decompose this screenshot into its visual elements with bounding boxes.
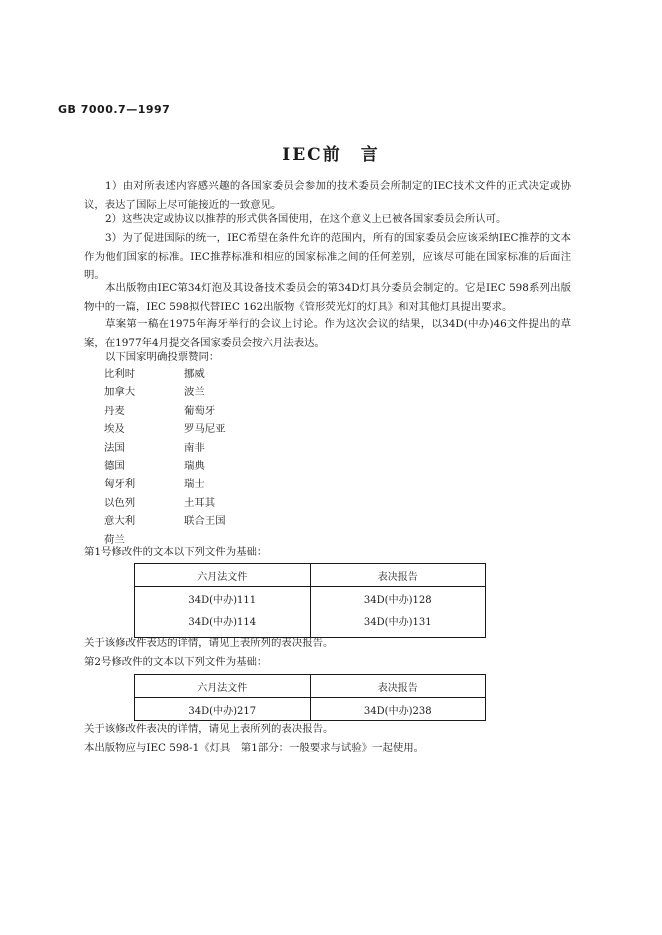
table-header-row (135, 564, 486, 587)
standard-number: GB 7000.7—1997 (58, 103, 171, 116)
country-name: 加拿大 (104, 386, 136, 399)
country-name: 挪威 (184, 368, 205, 380)
amendment-2-note: 关于该修改件表决的详情，请见上表所列的表决报告。 (84, 723, 334, 735)
table-cell: 34D(中办)238 (310, 698, 486, 721)
country-row (104, 402, 304, 420)
country-name: 埃及 (104, 423, 125, 436)
cell-value: 34D(中办)131 (363, 617, 432, 628)
country-name: 罗马尼亚 (184, 423, 226, 436)
country-name: 法国 (104, 441, 125, 454)
cell-value: 34D(中办)114 (188, 617, 257, 628)
cell-value: 34D(中办)111 (188, 595, 257, 606)
country-row (104, 457, 304, 475)
table-row (135, 587, 486, 638)
page-title: IEC前 言 (282, 145, 380, 165)
cell-value: 34D(中办)128 (363, 595, 432, 606)
country-row (104, 365, 304, 383)
column-header: 表决报告 (310, 675, 486, 698)
country-list (104, 365, 304, 549)
amendment-2-intro: 第2号修改件的文本以下列文件为基础： (84, 656, 268, 668)
country-name: 意大利 (104, 515, 136, 528)
country-name: 波兰 (184, 386, 205, 399)
paragraph-6: 以下国家明确投票赞同： (105, 351, 220, 363)
table-cell (310, 587, 486, 638)
country-name: 瑞典 (184, 459, 205, 472)
country-name: 丹麦 (104, 404, 125, 417)
country-row (104, 383, 304, 401)
country-row (104, 494, 304, 512)
table-header-row (135, 675, 486, 698)
table-cell: 34D(中办)217 (135, 698, 311, 721)
country-name: 葡萄牙 (184, 404, 216, 417)
paragraph-2: 2）这些决定或协议以推荐的形式供各国使用，在这个意义上已被各国家委员会所认可。 (105, 213, 507, 225)
country-name: 联合王国 (184, 515, 226, 528)
paragraph-5: 草案第一稿在1975年海牙举行的会议上讨论。作为这次会议的结果，以34D(中办)46文件提出的草案，在1977年4月提交各国家委员会按六月法表达。 (84, 318, 571, 349)
country-name: 瑞士 (184, 478, 205, 491)
country-name: 南非 (184, 441, 205, 454)
table-cell (135, 587, 311, 638)
country-row (104, 420, 304, 438)
country-row (104, 475, 304, 493)
country-name: 德国 (104, 459, 125, 472)
country-name: 土耳其 (184, 496, 216, 509)
country-name: 比利时 (104, 368, 136, 380)
country-name: 荷兰 (104, 533, 125, 546)
amendment-1-table (134, 563, 486, 638)
country-row (104, 512, 304, 530)
country-row (104, 439, 304, 457)
country-name: 以色列 (104, 496, 136, 509)
paragraph-3: 3）为了促进国际的统一，IEC希望在条件允许的范围内，所有的国家委员会应该采纳IEC推荐的文本作为他们国家的标准。IEC推荐标准和相应的国家标准之间的任何差别，应该尽可能在国家标准的后面注明。 (84, 232, 571, 281)
paragraph-4: 本出版物由IEC第34灯泡及其设备技术委员会的第34D灯具分委员会制定的。它是IEC 598系列出版物中的一篇，IEC 598拟代替IEC 162出版物《管形荧光灯的灯具》和对其他灯具提出要求。 (84, 282, 571, 313)
table-row (135, 698, 486, 721)
column-header: 六月法文件 (135, 564, 311, 587)
amendment-1-intro: 第1号修改件的文本以下列文件为基础： (84, 546, 268, 558)
column-header: 表决报告 (310, 564, 486, 587)
paragraph-1: 1）由对所表述内容感兴趣的各国家委员会参加的技术委员会所制定的IEC技术文件的正式决定或协议，表达了国际上尽可能接近的一致意见。 (84, 180, 571, 211)
column-header: 六月法文件 (135, 675, 311, 698)
amendment-1-note: 关于该修改件表达的详情，请见上表所列的表决报告。 (84, 637, 334, 649)
closing-statement: 本出版物应与IEC 598-1《灯具 第1部分：一般要求与试验》一起使用。 (84, 742, 425, 754)
amendment-2-table (134, 674, 486, 721)
country-name: 匈牙利 (104, 478, 136, 491)
